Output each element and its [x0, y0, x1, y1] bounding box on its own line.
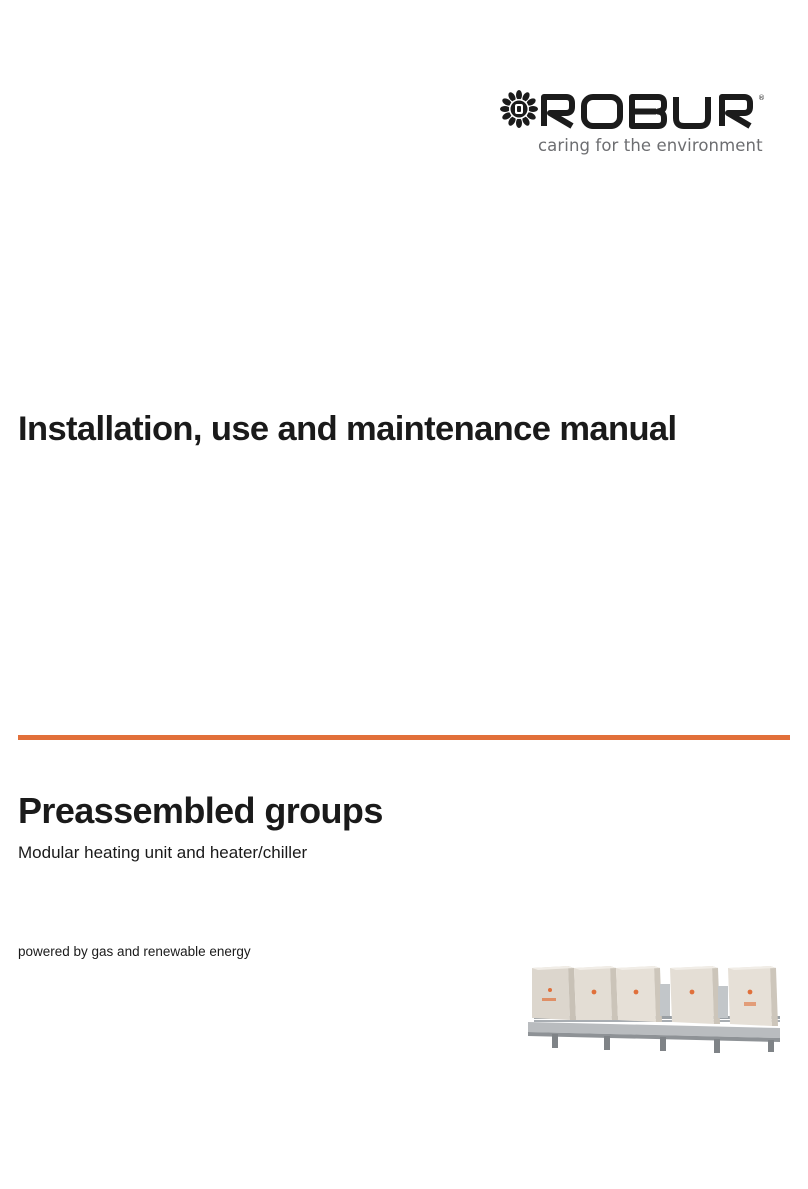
document-title: Installation, use and maintenance manual	[18, 410, 677, 448]
preassembled-group-image	[524, 962, 792, 1056]
product-subtitle: Modular heating unit and heater/chiller	[18, 843, 308, 862]
robur-logo	[500, 88, 790, 132]
registered-mark: ®	[758, 94, 765, 102]
product-title: Preassembled groups	[18, 790, 383, 831]
accent-divider	[18, 735, 790, 740]
brand-tagline: caring for the environment	[538, 136, 763, 155]
brand-block	[500, 88, 790, 168]
powered-by-text: powered by gas and renewable energy	[18, 944, 251, 959]
sunflower-icon	[500, 90, 538, 128]
